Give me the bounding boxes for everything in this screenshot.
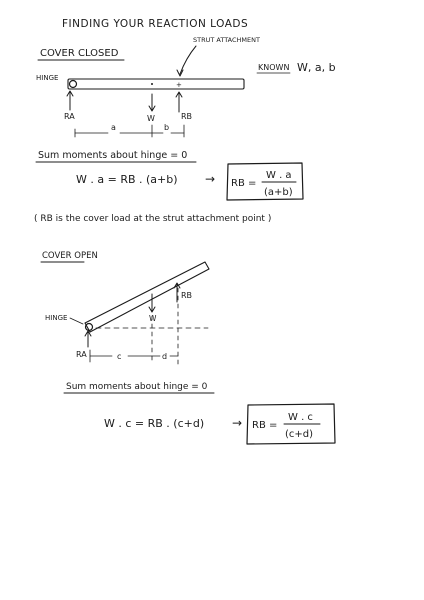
closed-implies-arrow: → [205,172,216,186]
open-dim-c: c [117,352,122,361]
closed-strut-point-mark: + [176,81,182,89]
known-values: W, a, b [297,61,336,74]
open-moment-equation: W . c = RB . (c+d) [104,417,205,430]
closed-weight-arrow [149,94,155,111]
open-ra-label: RA [76,350,87,359]
open-weight-arrow [149,294,155,312]
known-label: KNOWN [258,63,290,72]
closed-sum-moments-label: Sum moments about hinge = 0 [38,150,188,161]
closed-w-label: W [147,114,155,123]
closed-dim-b: b [164,123,170,132]
closed-rb-arrow [176,92,182,112]
open-result-denominator: (c+d) [285,429,314,440]
open-implies-arrow: → [232,416,243,430]
closed-moment-equation: W . a = RB . (a+b) [76,173,178,186]
open-rb-label: RB [181,291,193,300]
open-result-lhs: RB = [252,420,278,431]
open-w-label: W [149,314,157,323]
closed-rb-label: RB [181,112,193,121]
closed-cover-beam [68,79,244,89]
closed-result-numerator: W . a [266,170,292,181]
open-hinge-pointer [70,318,83,324]
closed-ra-arrow [67,91,73,110]
closed-weight-point [151,83,153,85]
strut-attachment-label: STRUT ATTACHMENT [193,36,260,44]
cover-open-heading: COVER OPEN [42,251,98,261]
open-dim-d: d [162,352,168,361]
closed-ra-label: RA [64,112,75,121]
closed-hinge-label: HINGE [36,74,59,82]
cover-closed-heading: COVER CLOSED [40,48,119,59]
closed-dim-a: a [111,123,116,132]
open-rb-arrow [174,283,180,302]
closed-note: ( RB is the cover load at the strut attachment point ) [34,214,272,224]
strut-pointer-line [180,46,196,74]
open-hinge-label: HINGE [45,314,68,322]
open-sum-moments-label: Sum moments about hinge = 0 [66,382,208,392]
page-title: FINDING YOUR REACTION LOADS [62,18,249,30]
closed-result-denominator: (a+b) [264,187,293,198]
open-result-numerator: W . c [288,412,313,423]
closed-result-lhs: RB = [231,178,257,189]
closed-hinge-pin [70,81,77,88]
open-ra-arrow [85,331,91,347]
